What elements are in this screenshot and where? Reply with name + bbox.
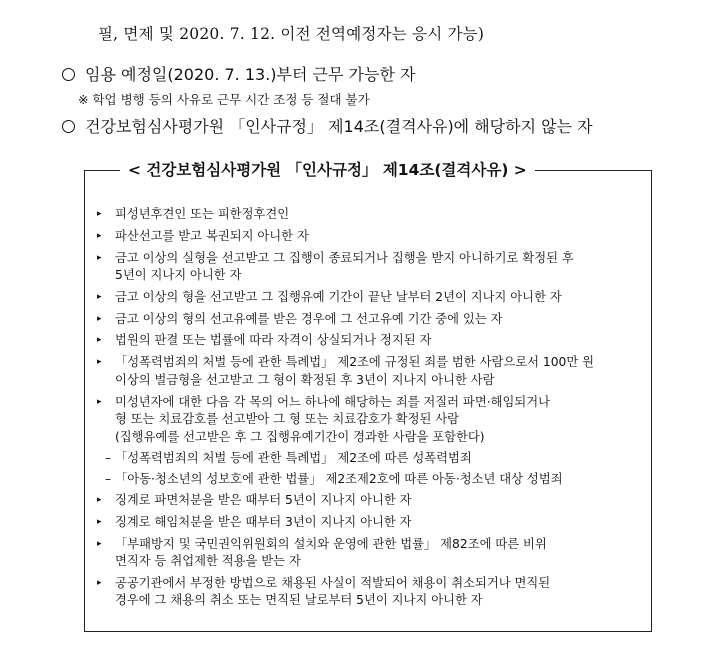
triangle-bullet-icon: ▸: [97, 396, 102, 407]
circle-bullet-icon: [62, 120, 75, 133]
triangle-bullet-icon: ▸: [97, 335, 102, 346]
list-item-text: 공공기관에서 부정한 방법으로 채용된 사실이 적발되어 채용이 취소되거나 면직된: [115, 575, 551, 590]
list-item-text: 「부패방지 및 국민권익위원회의 설치와 운영에 관한 법률」 제82조에 따른 비위: [115, 536, 547, 551]
top-line: 필, 면제 및 2020. 7. 12. 이전 전역예정자는 응시 가능): [98, 25, 485, 43]
list-item-text: 면직자 등 취업제한 적용을 받는 자: [115, 554, 301, 569]
triangle-bullet-icon: ▸: [97, 538, 102, 549]
list-item: [95, 206, 645, 224]
sub-item-text: 「아동·청소년의 성보호에 관한 법률」 제2조제2호에 따른 아동·청소년 대상 성범죄: [115, 472, 563, 487]
circle-bullet-icon: [62, 68, 75, 81]
triangle-bullet-icon: ▸: [97, 209, 102, 219]
triangle-bullet-icon: ▸: [97, 494, 102, 505]
list-item-text: 금고 이상의 형의 선고유예를 받은 경우에 그 선고유예 기간 중에 있는 자: [115, 311, 503, 326]
list-item: [95, 536, 645, 571]
note-text: ※ 학업 병행 등의 사유로 근무 시간 조정 등 절대 불가: [78, 92, 370, 107]
list-item: [95, 394, 645, 447]
list-item-text: 파산선고를 받고 복권되지 아니한 자: [115, 228, 309, 243]
triangle-bullet-icon: ▸: [97, 291, 102, 302]
triangle-bullet-icon: ▸: [97, 230, 102, 241]
list-item-text: 경우에 그 채용의 취소 또는 면직된 날로부터 5년이 지나지 아니한 자: [115, 593, 483, 608]
list-item-text: 미성년자에 대한 다음 각 목의 어느 하나에 해당하는 죄를 저질러 파면·해임되거나: [115, 394, 550, 409]
requirement-text: 임용 예정일(2020. 7. 13.)부터 근무 가능한 자: [85, 65, 416, 84]
triangle-bullet-icon: ▸: [97, 516, 102, 527]
list-item-text: 금고 이상의 형을 선고받고 그 집행유예 기간이 끝난 날부터 2년이 지나지 아니한 자: [115, 289, 562, 304]
list-item: [95, 228, 645, 246]
list-item-text: 징계로 해임처분을 받은 때부터 3년이 지나지 아니한 자: [115, 514, 412, 529]
list-item-text: 5년이 지나지 아니한 자: [115, 268, 242, 283]
list-item: [95, 492, 645, 510]
sub-item: [95, 450, 645, 468]
list-item: [95, 289, 645, 307]
list-item: [95, 332, 645, 350]
list-item: [95, 354, 645, 389]
list-item: [95, 514, 645, 532]
requirement-text: 건강보험심사평가원 「인사규정」 제14조(결격사유)에 해당하지 않는 자: [85, 117, 593, 136]
box-title: < 건강보험심사평가원 「인사규정」 제14조(결격사유) >: [120, 158, 535, 180]
triangle-bullet-icon: ▸: [97, 252, 102, 263]
list-item-text: 법원의 판결 또는 법률에 따라 자격이 상실되거나 정지된 자: [115, 333, 432, 348]
list-item-text: 징계로 파면처분을 받은 때부터 5년이 지나지 아니한 자: [115, 492, 412, 507]
list-item: [95, 311, 645, 329]
requirement-disqualification: [62, 114, 593, 137]
list-item-text: 금고 이상의 실형을 선고받고 그 집행이 종료되거나 집행을 받지 아니하기로 확정된 후: [115, 250, 574, 265]
triangle-bullet-icon: ▸: [97, 357, 102, 368]
requirement-start-date: [62, 62, 415, 85]
dash-bullet-icon: –: [105, 472, 112, 487]
triangle-bullet-icon: ▸: [97, 577, 102, 588]
list-item: [95, 575, 645, 610]
list-item-text: (집행유예를 선고받은 후 그 집행유예기간이 경과한 사람을 포함한다): [115, 429, 485, 444]
list-item-text: 형 또는 치료감호를 선고받아 그 형 또는 치료감호가 확정된 사람: [115, 412, 460, 427]
sub-item-text: 「성폭력범죄의 처벌 등에 관한 특례법」 제2조에 따른 성폭력범죄: [115, 451, 472, 466]
list-item-text: 「성폭력범죄의 처벌 등에 관한 특례법」 제2조에 규정된 죄를 범한 사람으로서 100만 원: [115, 355, 595, 370]
list-item-text: 피성년후견인 또는 피한정후견인: [115, 207, 290, 221]
list-item-text: 이상의 벌금형을 선고받고 그 형이 확정된 후 3년이 지나지 아니한 사람: [115, 372, 495, 387]
disqualification-list: [95, 206, 645, 614]
dash-bullet-icon: –: [105, 451, 112, 466]
list-item: [95, 250, 645, 285]
triangle-bullet-icon: ▸: [97, 313, 102, 324]
sub-item: [95, 471, 645, 489]
